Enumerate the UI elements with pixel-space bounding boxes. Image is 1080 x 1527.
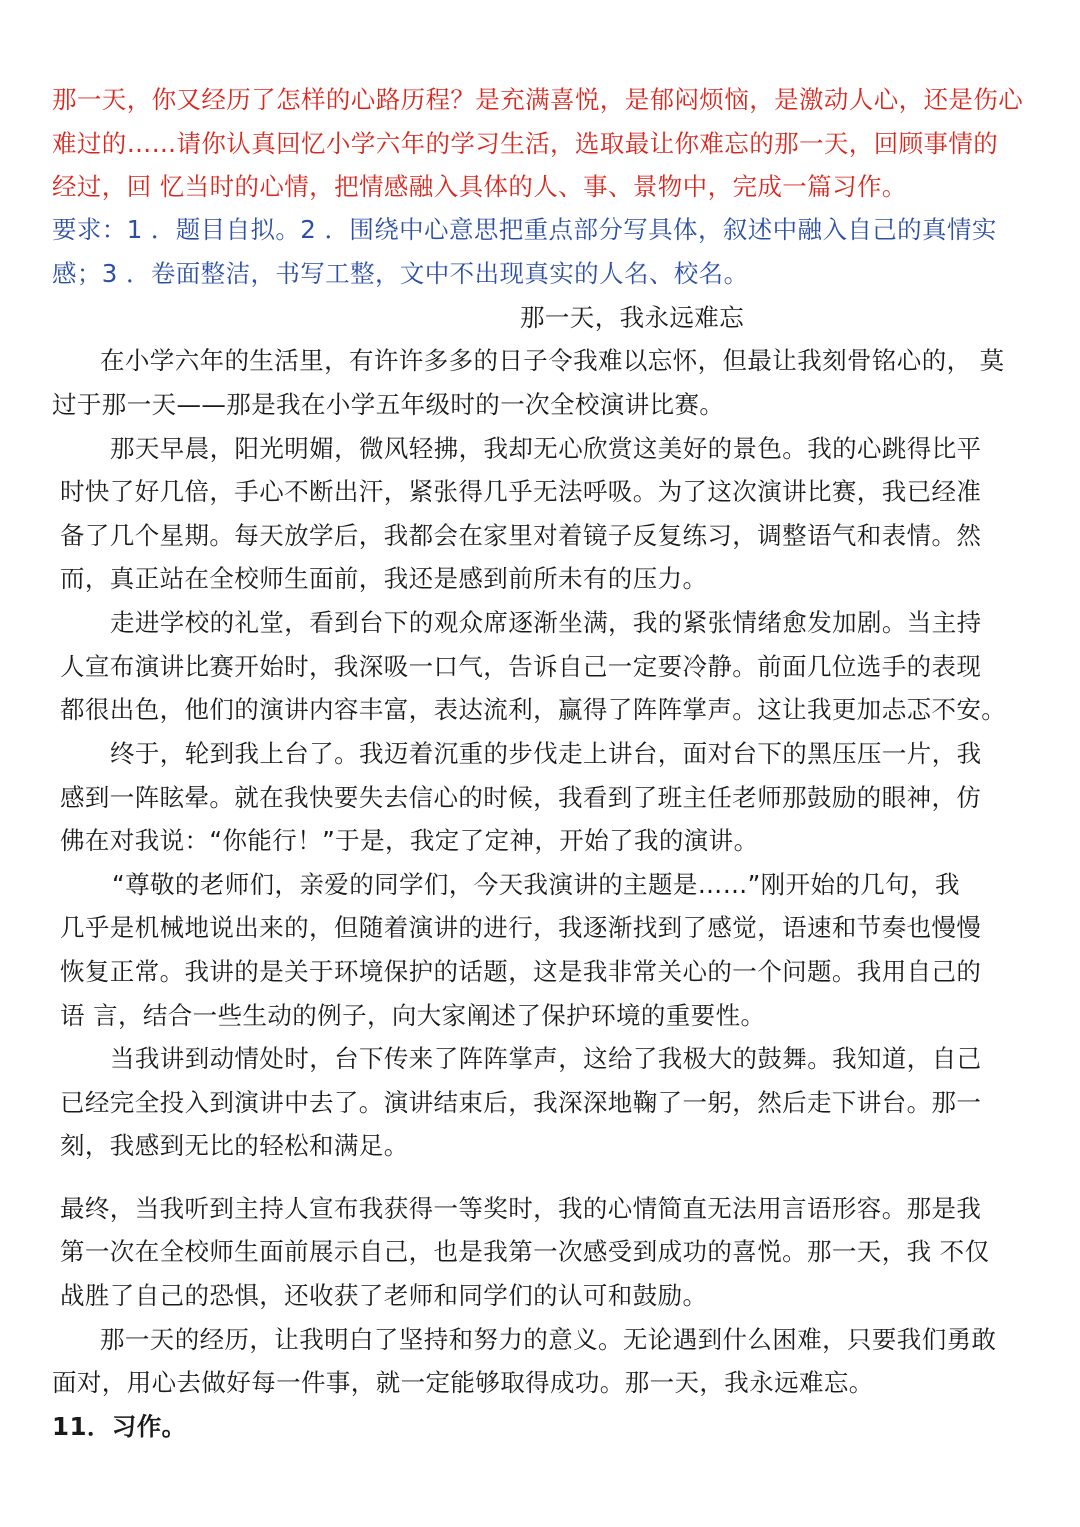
prompt-line-3: 经过，回 忆当时的心情，把情感融入具体的人、事、景物中，完成一篇习作。 (52, 172, 907, 201)
prompt-line-1: 那一天，你又经历了怎样的心路历程？是充满喜悦，是郁闷烦恼，是激动人心，还是伤心 (52, 85, 1024, 114)
essay-line: 面对，用心去做好每一件事，就一定能够取得成功。那一天，我永远难忘。 (52, 1368, 874, 1397)
essay-line: 恢复正常。我讲的是关于环境保护的话题，这是我非常关心的一个问题。我用自己的 (60, 957, 982, 986)
essay-line: 走进学校的礼堂，看到台下的观众席逐渐坐满，我的紧张情绪愈发加剧。当主持 (110, 608, 982, 637)
essay-line: 那一天的经历，让我明白了坚持和努力的意义。无论遇到什么困难，只要我们勇敢 (100, 1325, 997, 1354)
essay-line: 备了几个星期。每天放学后，我都会在家里对着镜子反复练习，调整语气和表情。然 (60, 521, 982, 550)
essay-line: 已经完全投入到演讲中去了。演讲结束后，我深深地鞠了一躬，然后走下讲台。那一 (60, 1088, 982, 1117)
essay-line: “尊敬的老师们，亲爱的同学们，今天我演讲的主题是……”刚开始的几句，我 (112, 870, 960, 899)
essay-line: 而，真正站在全校师生面前，我还是感到前所未有的压力。 (60, 564, 708, 593)
essay-line: 终于，轮到我上台了。我迈着沉重的步伐走上讲台，面对台下的黑压压一片，我 (110, 739, 982, 768)
essay-line: 感到一阵眩晕。就在我快要失去信心的时候，我看到了班主任老师那鼓励的眼神，仿 (60, 783, 982, 812)
essay-line: 那天早晨，阳光明媚，微风轻拂，我却无心欣赏这美好的景色。我的心跳得比平 (110, 434, 982, 463)
essay-title: 那一天，我永远难忘 (520, 303, 745, 332)
essay-line: 都很出色，他们的演讲内容丰富，表达流利，赢得了阵阵掌声。这让我更加忐忑不安。 (60, 695, 1007, 724)
essay-line: 当我讲到动情处时，台下传来了阵阵掌声，这给了我极大的鼓舞。我知道，自己 (110, 1044, 982, 1073)
requirements-line-2: 感；3 ．卷面整洁，书写工整，文中不出现真实的人名、校名。 (52, 259, 749, 288)
prompt-line-2: 难过的……请你认真回忆小学六年的学习生活，选取最让你难忘的那一天，回顾事情的 (52, 129, 999, 158)
essay-line: 战胜了自己的恐惧，还收获了老师和同学们的认可和鼓励。 (60, 1281, 708, 1310)
essay-line: 过于那一天——那是我在小学五年级时的一次全校演讲比赛。 (52, 390, 725, 419)
essay-line: 时快了好几倍，手心不断出汗，紧张得几乎无法呼吸。为了这次演讲比赛，我已经准 (60, 477, 982, 506)
requirements-line-1: 要求：1 ．题目自拟。2 ．围绕中心意思把重点部分写具体，叙述中融入自己的真情实 (52, 215, 997, 244)
essay-line: 人宣布演讲比赛开始时，我深吸一口气，告诉自己一定要冷静。前面几位选手的表现 (60, 652, 982, 681)
next-question-heading: 11．习作。 (52, 1412, 187, 1441)
essay-line: 几乎是机械地说出来的，但随着演讲的进行，我逐渐找到了感觉，语速和节奏也慢慢 (60, 913, 982, 942)
essay-line: 佛在对我说：“你能行！”于是，我定了定神，开始了我的演讲。 (60, 826, 759, 855)
essay-line: 在小学六年的生活里，有许许多多的日子令我难以忘怀，但最让我刻骨铭心的， 莫 (100, 346, 1005, 375)
essay-line: 最终，当我听到主持人宣布我获得一等奖时，我的心情简直无法用言语形容。那是我 (60, 1194, 982, 1223)
essay-line: 第一次在全校师生面前展示自己，也是我第一次感受到成功的喜悦。那一天，我 不仅 (60, 1237, 990, 1266)
essay-line: 刻，我感到无比的轻松和满足。 (60, 1131, 409, 1160)
essay-line: 语 言，结合一些生动的例子，向大家阐述了保护环境的重要性。 (60, 1001, 766, 1030)
